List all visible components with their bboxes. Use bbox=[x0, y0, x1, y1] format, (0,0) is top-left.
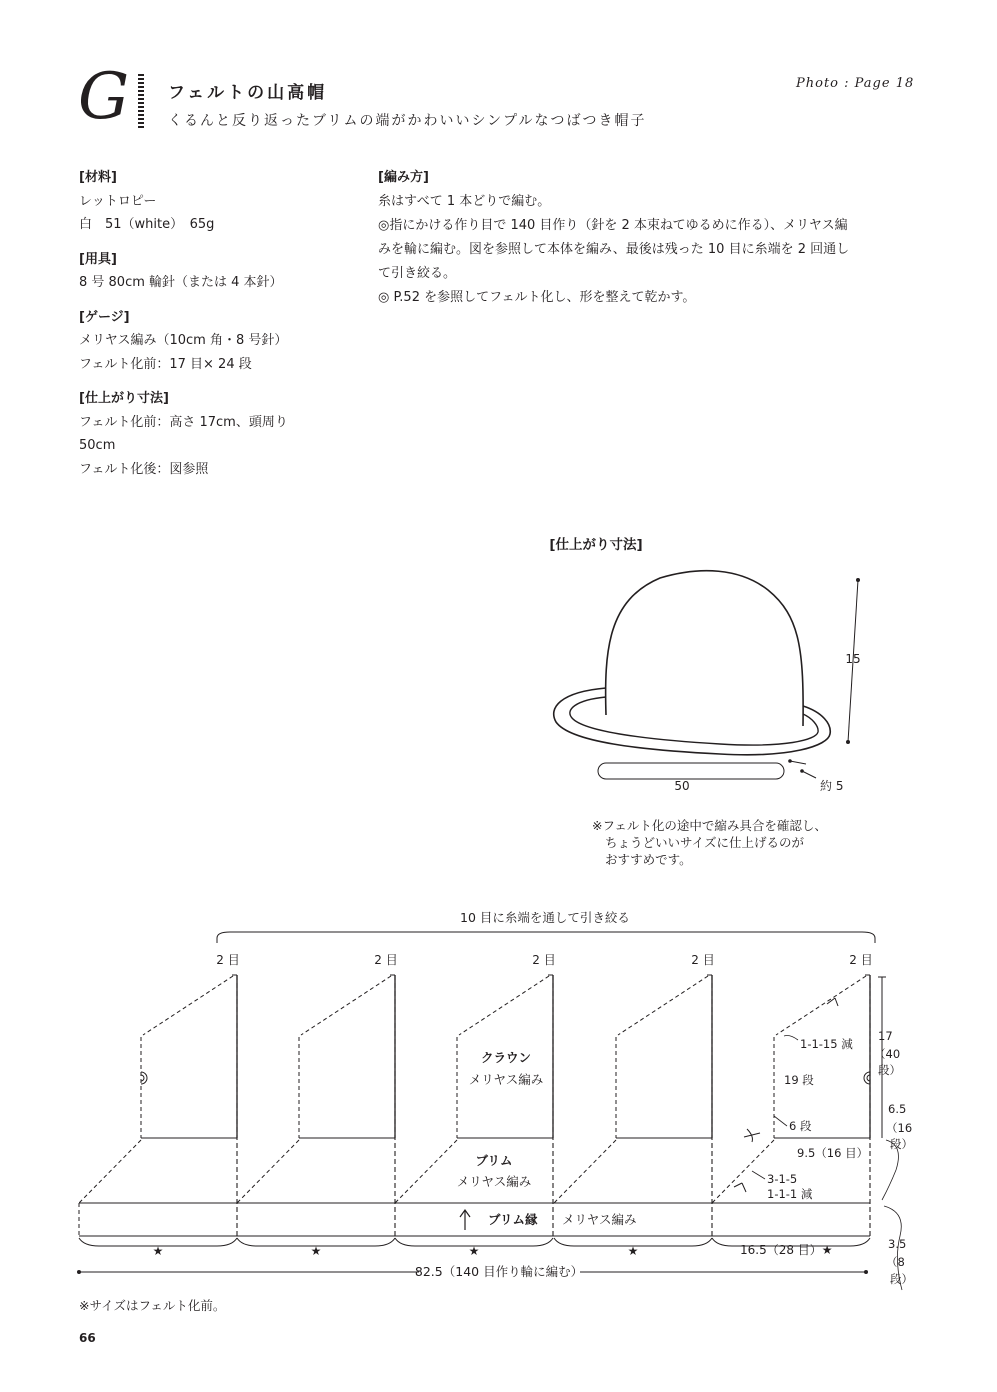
gauge-line: メリヤス編み（10cm 角・8 号針） bbox=[79, 333, 288, 348]
chart-top-label: 10 目に糸端を通して引き絞る bbox=[460, 910, 630, 925]
brim-height-label: 6.5 bbox=[888, 1102, 907, 1116]
brim-decrease-edge bbox=[237, 1140, 299, 1203]
brim-height-rows: （16 bbox=[886, 1121, 913, 1135]
finished-size-line: フェルト化後：図参照 bbox=[79, 461, 209, 477]
method-line: て引き絞る。 bbox=[378, 266, 457, 281]
finished-size-heading: [仕上がり寸法] bbox=[79, 391, 169, 406]
panel-top-stitch-label: 2 目 bbox=[849, 953, 873, 967]
method-heading: [編み方] bbox=[378, 170, 429, 185]
materials-heading: [材料] bbox=[79, 170, 117, 185]
circumference-label: 50 bbox=[674, 779, 690, 793]
edge-height-rows: 段） bbox=[890, 1272, 913, 1286]
hat-note-line: ちょうどいいサイズに仕上げるのが bbox=[605, 835, 805, 850]
chart-panel bbox=[554, 975, 712, 1236]
brim-edge-label: ブリム縁 bbox=[488, 1212, 538, 1227]
crown-height-rows: 段） bbox=[878, 1063, 901, 1077]
crown-stitch-label: メリヤス編み bbox=[468, 1072, 544, 1087]
chart-panel bbox=[395, 975, 553, 1236]
edge-height-label: 3.5 bbox=[888, 1237, 907, 1251]
photo-page-reference: Photo : Page 18 bbox=[796, 76, 915, 91]
decrease-tick bbox=[827, 998, 838, 1006]
tools-needle: 8 号 80cm 輪針（または 4 本針） bbox=[79, 275, 283, 290]
crown-decrease-edge bbox=[618, 976, 708, 1035]
panel-star: ★ bbox=[468, 1244, 480, 1258]
panel-top-stitch-label: 2 目 bbox=[532, 953, 556, 967]
crown-decrease-edge bbox=[143, 976, 233, 1035]
crown-rows-label: 19 段 bbox=[784, 1073, 814, 1087]
hat-note-line: おすすめです。 bbox=[605, 852, 692, 867]
top-bracket bbox=[217, 932, 875, 943]
size-note: ※サイズはフェルト化前。 bbox=[79, 1298, 226, 1313]
hat-note-line: ※フェルト化の途中で縮み具合を確認し、 bbox=[592, 818, 827, 833]
method-line: ◎指にかける作り目で 140 目作り（針を 2 本束ねてゆるめに作る）、メリヤス編 bbox=[378, 218, 848, 233]
crown-decrease-label: 1-1-15 減 bbox=[800, 1037, 853, 1051]
finished-size-line: フェルト化前：高さ 17cm、頭周り bbox=[79, 414, 288, 430]
chart-panel bbox=[79, 975, 237, 1236]
crown-decrease-edge bbox=[459, 976, 549, 1035]
crown-decrease-edge bbox=[776, 976, 866, 1035]
brim-width-label: 約 5 bbox=[820, 779, 844, 793]
brim-decrease-edge bbox=[395, 1140, 457, 1203]
brim-height-rows: 段） bbox=[890, 1137, 913, 1151]
edge-height-rows: （8 bbox=[886, 1255, 905, 1269]
chart-panels bbox=[79, 975, 870, 1236]
hat-figure-heading: [仕上がり寸法] bbox=[549, 537, 643, 553]
leader-line bbox=[784, 1036, 798, 1041]
crown-height-rows: （40 bbox=[874, 1047, 901, 1061]
dimension-dot bbox=[864, 1270, 868, 1274]
brim-decrease-label-2: 1-1-1 減 bbox=[767, 1187, 813, 1201]
brim-width-95: 9.5（16 目） bbox=[797, 1146, 869, 1160]
panel-star: ★ bbox=[310, 1244, 322, 1258]
method-line: 糸はすべて 1 本どりで編む。 bbox=[378, 194, 551, 209]
chart-panel bbox=[237, 975, 395, 1236]
brim-rows-label: 6 段 bbox=[789, 1119, 812, 1133]
panel-top-stitch-label: 2 目 bbox=[691, 953, 715, 967]
dimension-dot bbox=[77, 1270, 81, 1274]
brim-decrease-label-1: 3-1-5 bbox=[767, 1172, 798, 1186]
brim-decrease-edge bbox=[554, 1140, 616, 1203]
panel-width-stars bbox=[153, 1244, 639, 1258]
decrease-tick bbox=[734, 1183, 746, 1192]
crown-label: クラウン bbox=[480, 1050, 532, 1065]
brim-edge-stitch-label: メリヤス編み bbox=[562, 1212, 637, 1227]
finished-size-line: 50cm bbox=[79, 438, 116, 453]
panel-star: ★ bbox=[627, 1244, 639, 1258]
crown-decrease-edge bbox=[301, 976, 391, 1035]
brim-label: ブリム bbox=[475, 1153, 513, 1168]
total-width-label: 82.5（140 目作り輪に編む） bbox=[414, 1264, 584, 1279]
height-label: 15 bbox=[845, 652, 861, 666]
page-subtitle: くるんと反り返ったブリムの端がかわいいシンプルなつばつき帽子 bbox=[168, 113, 647, 129]
gauge-heading: [ゲージ] bbox=[79, 309, 130, 325]
brim-decrease-edge bbox=[712, 1140, 774, 1203]
leader-line bbox=[752, 1171, 765, 1179]
materials-yarn: レットロピー bbox=[79, 193, 157, 209]
brim-decrease-edge bbox=[79, 1140, 141, 1203]
page-number: 66 bbox=[79, 1331, 96, 1345]
chapter-letter: G bbox=[78, 60, 130, 134]
panel-star: ★ bbox=[152, 1244, 164, 1258]
panel-width-label: 16.5（28 目）★ bbox=[740, 1243, 833, 1257]
brim-stitch-label: メリヤス編み bbox=[456, 1174, 532, 1189]
crown-height-label: 17 bbox=[878, 1029, 893, 1043]
panel-top-labels bbox=[216, 953, 872, 967]
tools-heading: [用具] bbox=[79, 251, 117, 267]
method-line: ◎ P.52 を参照してフェルト化し、形を整えて乾かす。 bbox=[378, 290, 696, 305]
page-title: フェルトの山高帽 bbox=[168, 83, 328, 103]
gauge-line: フェルト化前：17 目× 24 段 bbox=[79, 356, 252, 372]
leader-line bbox=[774, 1116, 787, 1126]
materials-color: 白 51（white） 65g bbox=[79, 217, 215, 232]
panel-top-stitch-label: 2 目 bbox=[374, 953, 398, 967]
panel-top-stitch-label: 2 目 bbox=[216, 953, 240, 967]
method-line: みを輪に編む。図を参照して本体を編み、最後は残った 10 目に糸端を 2 回通し bbox=[378, 242, 850, 257]
